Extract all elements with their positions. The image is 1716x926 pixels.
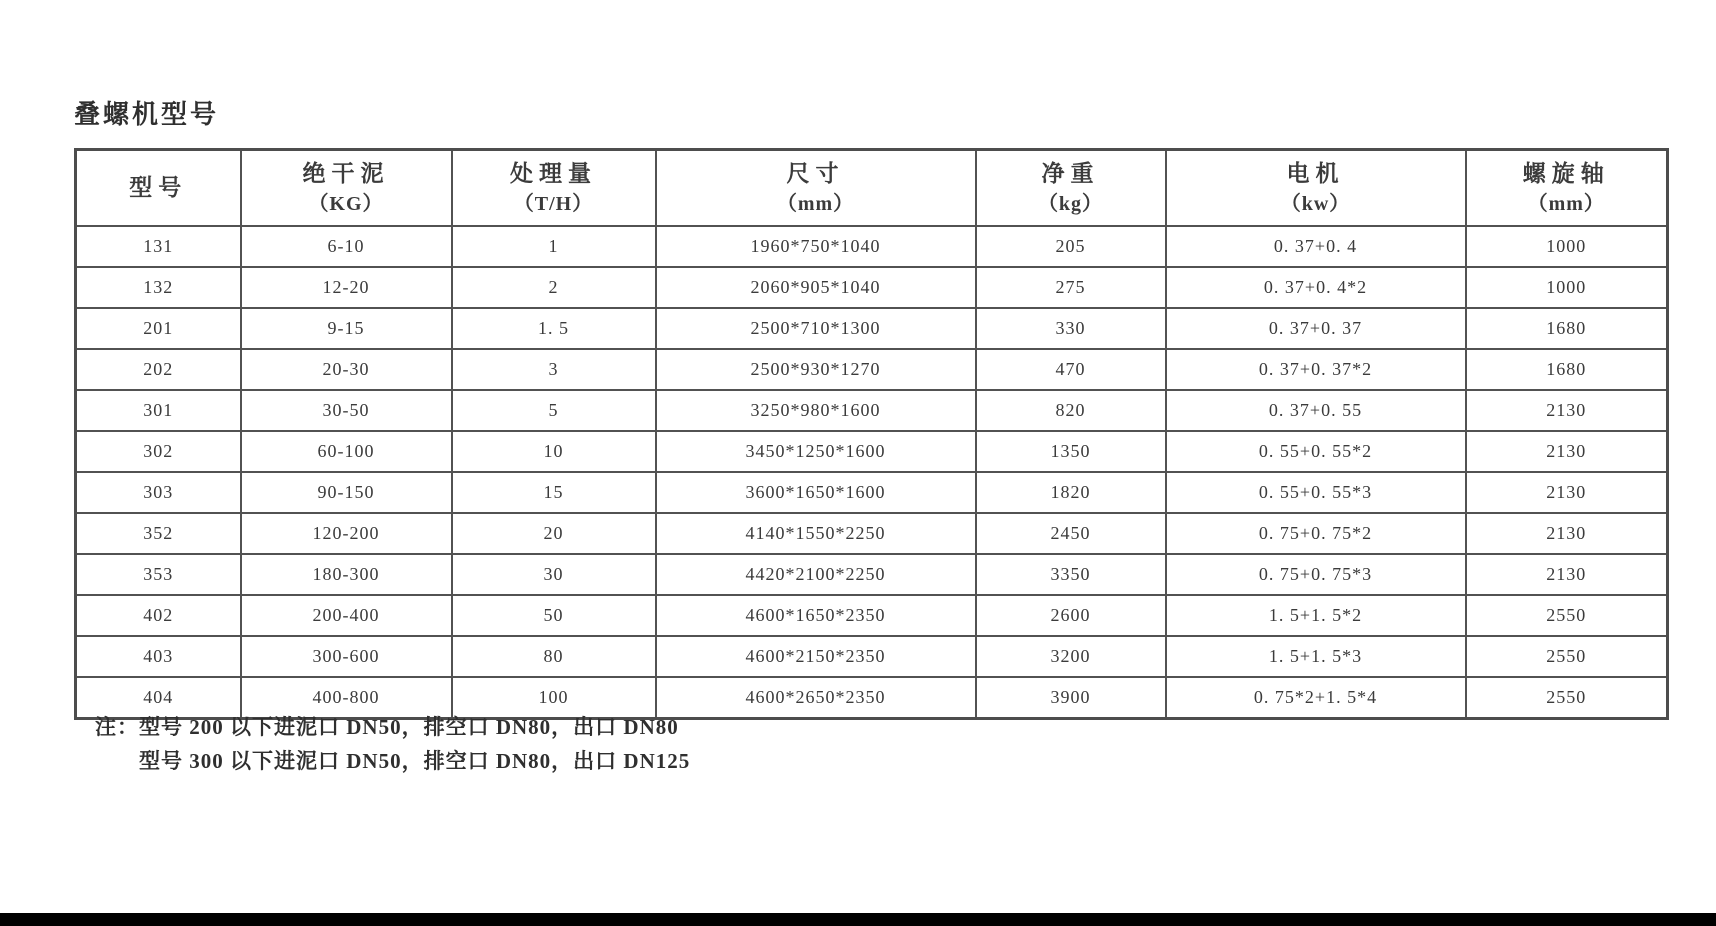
table-cell: 403 bbox=[76, 636, 241, 677]
table-cell: 2550 bbox=[1466, 636, 1668, 677]
table-cell: 2130 bbox=[1466, 472, 1668, 513]
table-row bbox=[76, 226, 1668, 267]
table-cell: 10 bbox=[452, 431, 656, 472]
table-row bbox=[76, 636, 1668, 677]
table-cell: 0. 75*2+1. 5*4 bbox=[1166, 677, 1466, 719]
table-cell: 4140*1550*2250 bbox=[656, 513, 976, 554]
table-cell: 3600*1650*1600 bbox=[656, 472, 976, 513]
table-cell: 3 bbox=[452, 349, 656, 390]
table-row bbox=[76, 513, 1668, 554]
table-cell: 30-50 bbox=[241, 390, 452, 431]
table-cell: 0. 75+0. 75*3 bbox=[1166, 554, 1466, 595]
footnote-line-1 bbox=[95, 710, 690, 744]
table-cell: 353 bbox=[76, 554, 241, 595]
table-cell: 2550 bbox=[1466, 677, 1668, 719]
table-cell: 12-20 bbox=[241, 267, 452, 308]
table-cell: 470 bbox=[976, 349, 1166, 390]
table-cell: 60-100 bbox=[241, 431, 452, 472]
table-cell: 352 bbox=[76, 513, 241, 554]
table-cell: 1000 bbox=[1466, 226, 1668, 267]
table-header bbox=[76, 150, 1668, 227]
table-cell: 1. 5+1. 5*2 bbox=[1166, 595, 1466, 636]
table-cell: 302 bbox=[76, 431, 241, 472]
table-cell: 4600*2650*2350 bbox=[656, 677, 976, 719]
table-cell: 303 bbox=[76, 472, 241, 513]
table-cell: 90-150 bbox=[241, 472, 452, 513]
column-title: 绝干泥 bbox=[302, 161, 390, 186]
table-cell: 2 bbox=[452, 267, 656, 308]
table-cell: 202 bbox=[76, 349, 241, 390]
table-cell: 131 bbox=[76, 226, 241, 267]
column-title: 螺旋轴 bbox=[1522, 161, 1610, 186]
table-cell: 201 bbox=[76, 308, 241, 349]
table-cell: 0. 37+0. 37*2 bbox=[1166, 349, 1466, 390]
table-cell: 205 bbox=[976, 226, 1166, 267]
table-cell: 2550 bbox=[1466, 595, 1668, 636]
table-cell: 3250*980*1600 bbox=[656, 390, 976, 431]
column-unit: （kg） bbox=[1037, 193, 1104, 215]
table-row bbox=[76, 267, 1668, 308]
table-cell: 20 bbox=[452, 513, 656, 554]
table-cell: 0. 37+0. 4 bbox=[1166, 226, 1466, 267]
table-cell: 0. 75+0. 75*2 bbox=[1166, 513, 1466, 554]
column-header bbox=[1466, 150, 1668, 227]
footnote bbox=[95, 710, 690, 778]
table-row bbox=[76, 472, 1668, 513]
table-cell: 1000 bbox=[1466, 267, 1668, 308]
page-title: 叠螺机型号 bbox=[74, 100, 220, 129]
table-row bbox=[76, 554, 1668, 595]
column-header bbox=[452, 150, 656, 227]
table-cell: 301 bbox=[76, 390, 241, 431]
table-cell: 0. 37+0. 37 bbox=[1166, 308, 1466, 349]
table-cell: 1. 5 bbox=[452, 308, 656, 349]
table-cell: 2130 bbox=[1466, 431, 1668, 472]
table-cell: 1680 bbox=[1466, 308, 1668, 349]
table-row bbox=[76, 349, 1668, 390]
table-cell: 400-800 bbox=[241, 677, 452, 719]
table-cell: 132 bbox=[76, 267, 241, 308]
column-header bbox=[76, 150, 241, 227]
footnote-line-2 bbox=[139, 744, 690, 778]
table-cell: 0. 55+0. 55*3 bbox=[1166, 472, 1466, 513]
table-cell: 3200 bbox=[976, 636, 1166, 677]
table-cell: 2130 bbox=[1466, 554, 1668, 595]
column-header bbox=[656, 150, 976, 227]
table-cell: 1. 5+1. 5*3 bbox=[1166, 636, 1466, 677]
footnote-label: 注： bbox=[95, 715, 139, 739]
table-cell: 2060*905*1040 bbox=[656, 267, 976, 308]
table-body bbox=[76, 226, 1668, 719]
table-cell: 80 bbox=[452, 636, 656, 677]
table-cell: 1 bbox=[452, 226, 656, 267]
table-cell: 200-400 bbox=[241, 595, 452, 636]
table-cell: 30 bbox=[452, 554, 656, 595]
table-cell: 2450 bbox=[976, 513, 1166, 554]
table-cell: 404 bbox=[76, 677, 241, 719]
table-row bbox=[76, 431, 1668, 472]
table-cell: 1960*750*1040 bbox=[656, 226, 976, 267]
column-header bbox=[976, 150, 1166, 227]
table-cell: 120-200 bbox=[241, 513, 452, 554]
table-cell: 0. 55+0. 55*2 bbox=[1166, 431, 1466, 472]
table-cell: 6-10 bbox=[241, 226, 452, 267]
table-cell: 20-30 bbox=[241, 349, 452, 390]
bottom-black-bar bbox=[0, 913, 1716, 926]
table-cell: 50 bbox=[452, 595, 656, 636]
table-cell: 1680 bbox=[1466, 349, 1668, 390]
table-cell: 4600*2150*2350 bbox=[656, 636, 976, 677]
table-cell: 2600 bbox=[976, 595, 1166, 636]
table-cell: 0. 37+0. 4*2 bbox=[1166, 267, 1466, 308]
column-title: 型号 bbox=[129, 175, 188, 200]
column-unit: （mm） bbox=[776, 193, 855, 215]
table-cell: 4420*2100*2250 bbox=[656, 554, 976, 595]
spec-table bbox=[74, 148, 1669, 720]
column-title: 电机 bbox=[1286, 161, 1345, 186]
table-cell: 2500*710*1300 bbox=[656, 308, 976, 349]
table-cell: 3900 bbox=[976, 677, 1166, 719]
table-cell: 3450*1250*1600 bbox=[656, 431, 976, 472]
table-row bbox=[76, 390, 1668, 431]
table-cell: 180-300 bbox=[241, 554, 452, 595]
table-cell: 15 bbox=[452, 472, 656, 513]
table-cell: 275 bbox=[976, 267, 1166, 308]
table-cell: 100 bbox=[452, 677, 656, 719]
column-unit: （KG） bbox=[308, 193, 384, 215]
table-cell: 820 bbox=[976, 390, 1166, 431]
footnote-text: 型号 300 以下进泥口 DN50，排空口 DN80，出口 DN125 bbox=[139, 749, 691, 773]
table-cell: 330 bbox=[976, 308, 1166, 349]
column-title: 处理量 bbox=[510, 161, 597, 186]
column-header bbox=[1166, 150, 1466, 227]
table-cell: 4600*1650*2350 bbox=[656, 595, 976, 636]
table-cell: 2500*930*1270 bbox=[656, 349, 976, 390]
table-cell: 300-600 bbox=[241, 636, 452, 677]
table-row bbox=[76, 595, 1668, 636]
column-unit: （kw） bbox=[1280, 193, 1351, 215]
table-cell: 402 bbox=[76, 595, 241, 636]
table-cell: 3350 bbox=[976, 554, 1166, 595]
table-cell: 2130 bbox=[1466, 390, 1668, 431]
table-cell: 1820 bbox=[976, 472, 1166, 513]
footnote-text: 型号 200 以下进泥口 DN50，排空口 DN80，出口 DN80 bbox=[139, 715, 679, 739]
table-cell: 5 bbox=[452, 390, 656, 431]
table-cell: 0. 37+0. 55 bbox=[1166, 390, 1466, 431]
column-unit: （T/H） bbox=[513, 193, 594, 215]
column-unit: （mm） bbox=[1527, 193, 1605, 215]
column-header bbox=[241, 150, 452, 227]
table-cell: 1350 bbox=[976, 431, 1166, 472]
table-cell: 9-15 bbox=[241, 308, 452, 349]
table-row bbox=[76, 308, 1668, 349]
table-cell: 2130 bbox=[1466, 513, 1668, 554]
column-title: 净重 bbox=[1041, 161, 1100, 186]
column-title: 尺寸 bbox=[786, 161, 845, 186]
header-row bbox=[76, 150, 1668, 227]
